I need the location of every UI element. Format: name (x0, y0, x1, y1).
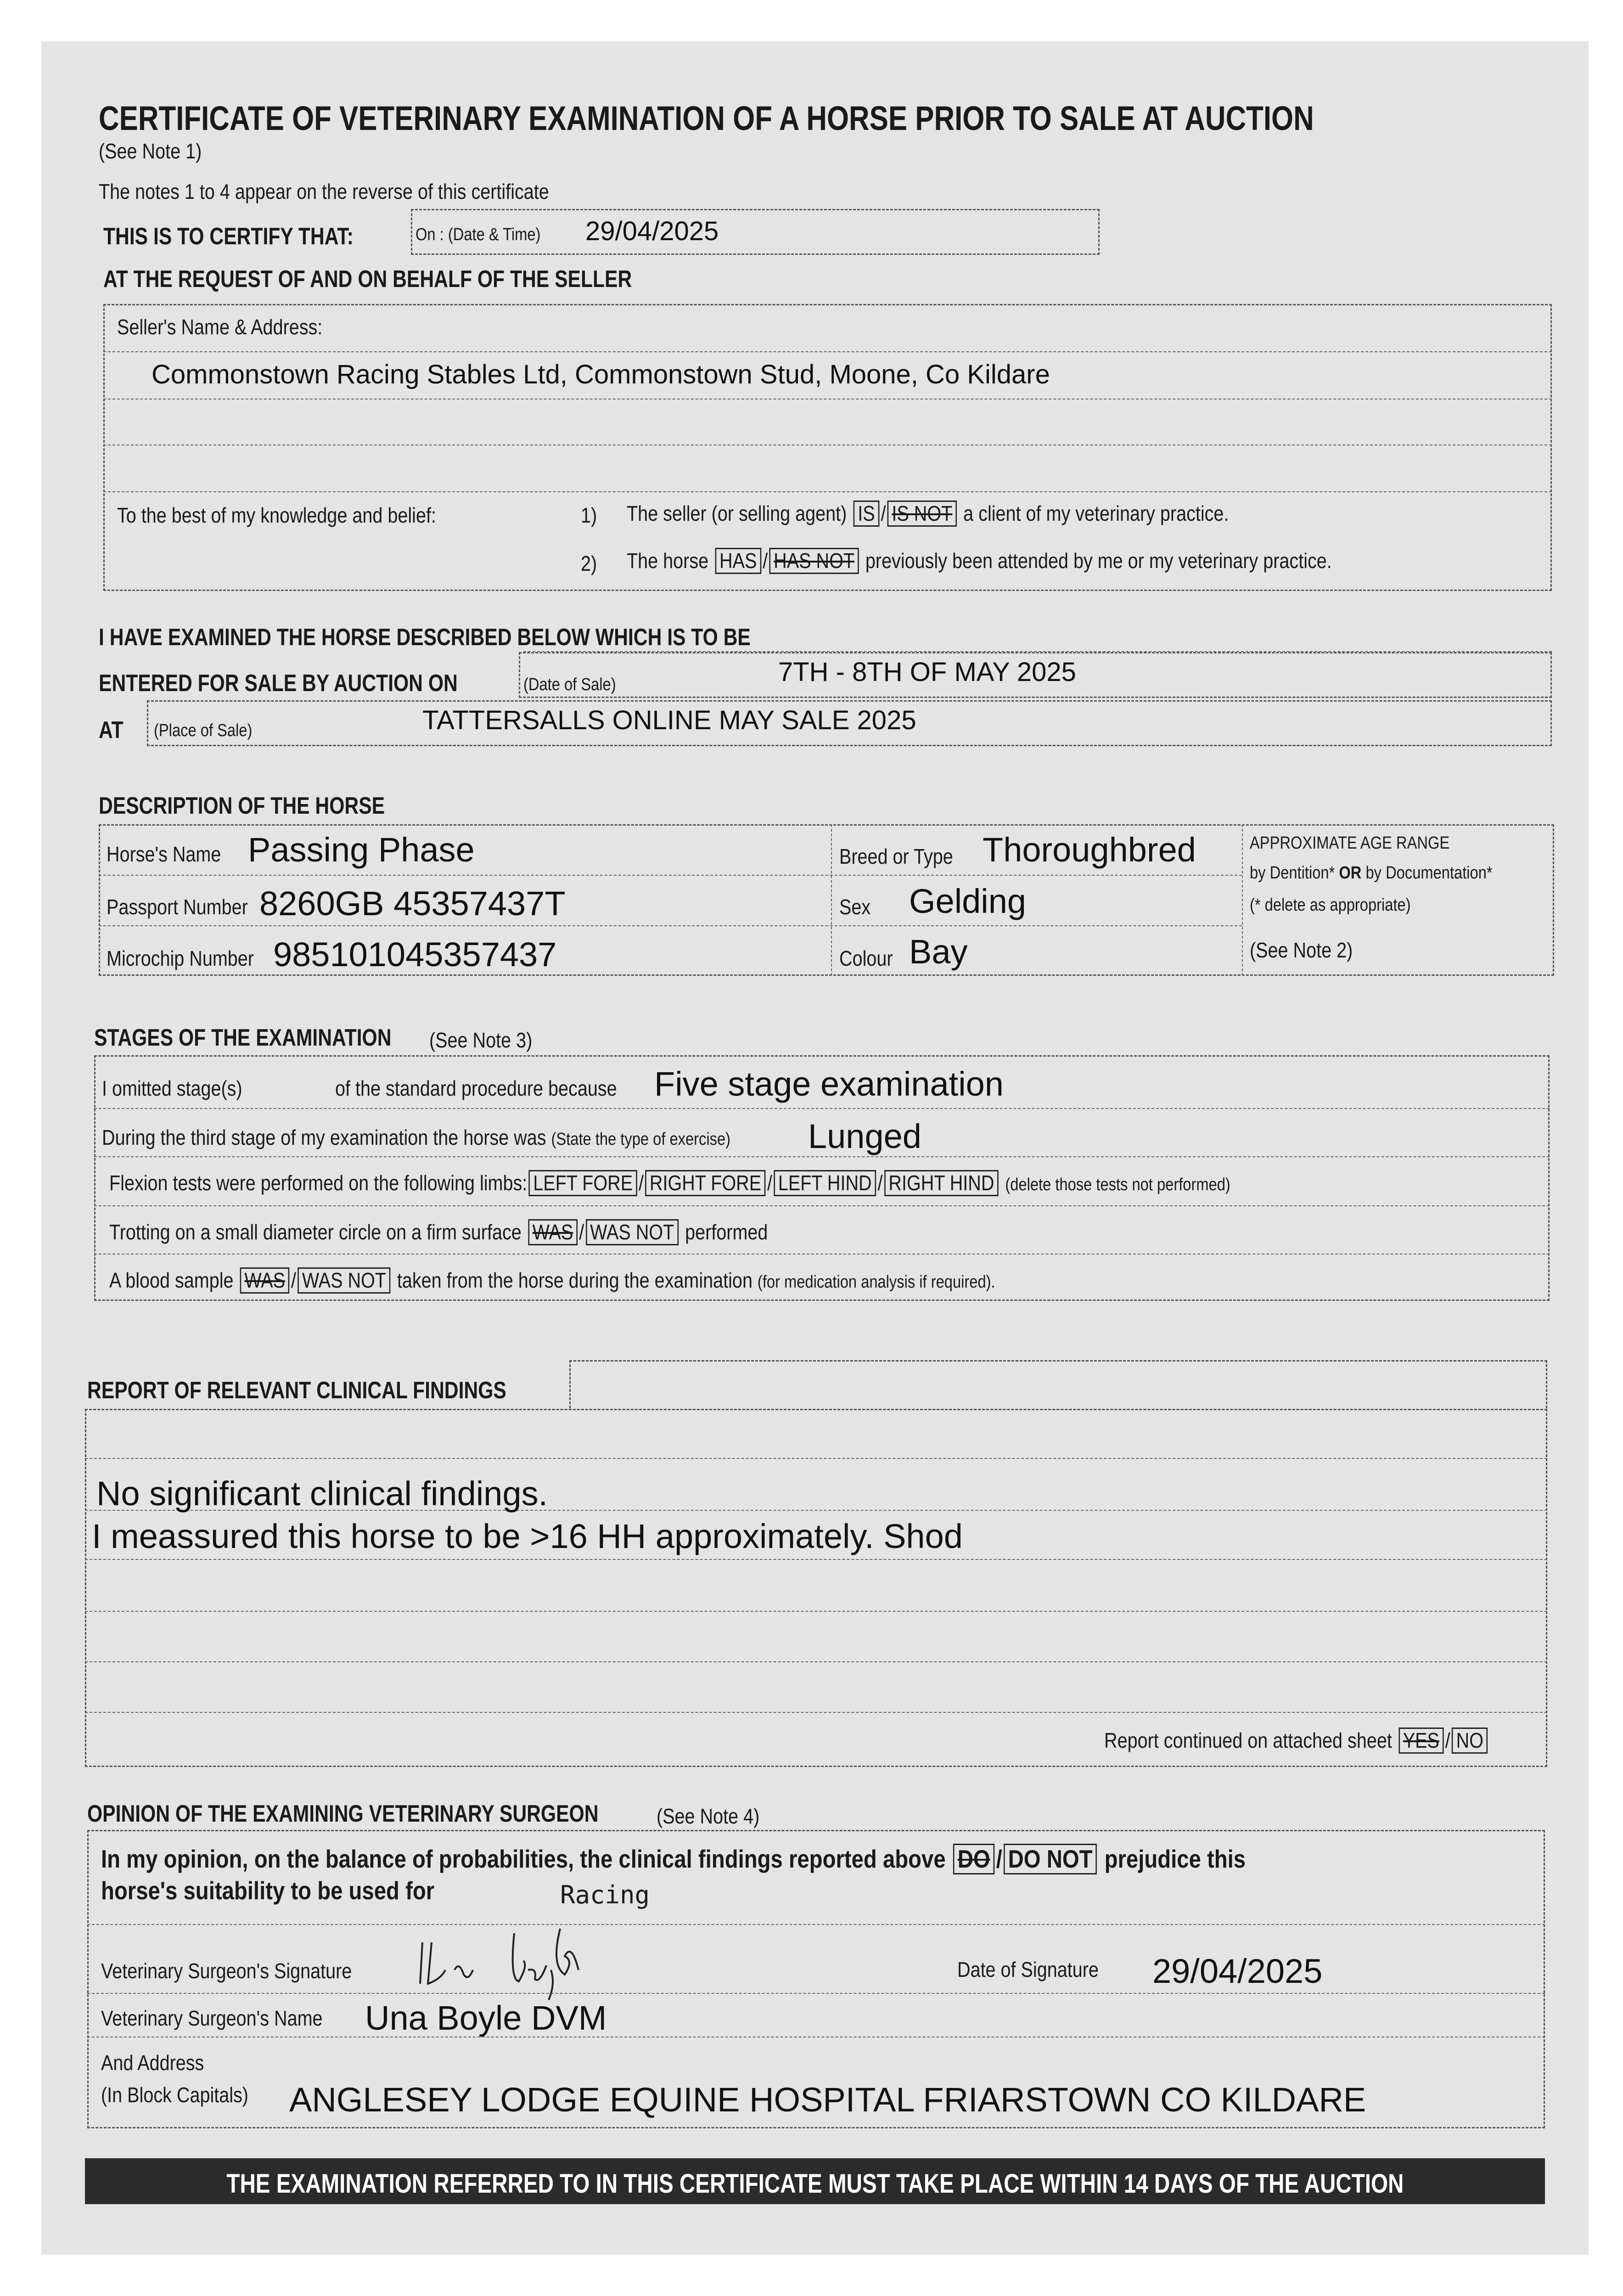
breed-label: Breed or Type (839, 844, 953, 868)
title-block (99, 99, 1476, 138)
footer-bar (85, 2158, 1545, 2204)
flexion-right-fore[interactable]: RIGHT FORE (645, 1170, 765, 1196)
date-of-sale-value: 7TH - 8TH OF MAY 2025 (778, 657, 1076, 687)
trot-was-not-option[interactable]: WAS NOT (586, 1219, 679, 1245)
address-label-1: And Address (101, 2051, 204, 2075)
place-of-sale-value: TATTERSALLS ONLINE MAY SALE 2025 (422, 705, 916, 735)
description-heading: DESCRIPTION OF THE HORSE (99, 793, 385, 819)
seller-rule-1 (103, 351, 1552, 352)
seller-rule-2 (103, 399, 1552, 400)
continued-no-option[interactable]: NO (1452, 1728, 1488, 1754)
seller-value: Commonstown Racing Stables Ltd, Commonstown Stud, Moone, Co Kildare (152, 360, 1050, 389)
flexion-label: Flexion tests were performed on the following limbs: (109, 1171, 528, 1195)
report-line-2: I meassured this horse to be >16 HH approximately. Shod (92, 1517, 963, 1555)
report-box (85, 1409, 1547, 1767)
opinion-text-1-line: In my opinion, on the balance of probabilities, the clinical findings reported above DO / DO NOT prejudice this (101, 1844, 1246, 1874)
item1-tail: a client of my veterinary practice. (963, 501, 1229, 525)
continued-yes-option[interactable]: YES (1398, 1728, 1443, 1754)
report-line-1: No significant clinical findings. (96, 1474, 548, 1513)
colour-value: Bay (909, 933, 968, 971)
vet-name-value: Una Boyle DVM (365, 1999, 607, 2037)
item2-text: The horse (627, 549, 709, 573)
opinion-heading: OPINION OF THE EXAMINING VETERINARY SURGEON (87, 1801, 599, 1827)
report-rule-3 (85, 1559, 1547, 1560)
opinion-rule-2 (87, 1993, 1545, 1994)
blood-line: A blood sample WAS / WAS NOT taken from the horse during the examination (for medication analysis if required). (109, 1267, 995, 1294)
place-of-sale-label: (Place of Sale) (154, 721, 253, 740)
age-by-dentition[interactable]: by Dentition* (1250, 863, 1335, 883)
trot-label: Trotting on a small diameter circle on a firm surface (109, 1220, 522, 1244)
seller-rule-4 (103, 491, 1552, 492)
seller-label: Seller's Name & Address: (117, 315, 323, 339)
knowledge-label: To the best of my knowledge and belief: (117, 503, 436, 527)
opinion-text-1-tail: prejudice this (1104, 1845, 1246, 1873)
vet-address-value: ANGLESEY LODGE EQUINE HOSPITAL FRIARSTOWN CO KILDARE (289, 2081, 1366, 2119)
opinion-text-2: horse's suitability to be used for (101, 1876, 435, 1905)
opinion-do-option[interactable]: DO (953, 1844, 994, 1874)
microchip-label: Microchip Number (107, 946, 254, 970)
horse-name-label: Horse's Name (107, 842, 221, 866)
date-of-signature-label: Date of Signature (957, 1958, 1099, 1981)
item1-number: 1) (581, 503, 597, 527)
opinion-heading-note: (See Note 4) (657, 1804, 760, 1828)
flexion-right-hind[interactable]: RIGHT HIND (884, 1170, 999, 1196)
third-stage-label: During the third stage of my examination the horse was (102, 1125, 546, 1149)
microchip-value: 985101045357437 (273, 935, 557, 974)
item1-line: The seller (or selling agent) IS / IS NOT a client of my veterinary practice. (627, 501, 1229, 527)
omitted-value: Five stage examination (654, 1065, 1004, 1103)
passport-label: Passport Number (107, 895, 248, 919)
item2-number: 2) (581, 551, 597, 575)
stages-heading-row (94, 1024, 457, 1052)
flexion-left-fore[interactable]: LEFT FORE (529, 1170, 637, 1196)
age-range-heading: APPROXIMATE AGE RANGE (1250, 833, 1450, 853)
report-rule-1 (85, 1458, 1547, 1459)
age-by-documentation[interactable]: by Documentation* (1365, 863, 1493, 883)
blood-was-not-option[interactable]: WAS NOT (298, 1267, 390, 1294)
omitted-label: I omitted stage(s) (102, 1076, 242, 1100)
footer-text: THE EXAMINATION REFERRED TO IN THIS CERTIFICATE MUST TAKE PLACE WITHIN 14 DAYS OF THE AUCTION (226, 2169, 1404, 2199)
date-of-sale-label: (Date of Sale) (523, 675, 616, 694)
blood-was-option[interactable]: WAS (240, 1267, 290, 1294)
item2-line: The horse HAS / HAS NOT previously been attended by me or my veterinary practice. (627, 548, 1332, 574)
signature-image (413, 1915, 643, 2002)
stages-rule-2 (94, 1156, 1550, 1157)
item1-is-not-option[interactable]: IS NOT (887, 501, 957, 527)
sex-label: Sex (839, 895, 871, 919)
age-delete-note: (* delete as appropriate) (1250, 895, 1411, 915)
passport-value: 8260GB 45357437T (259, 884, 566, 923)
use-value: Racing (560, 1880, 650, 1909)
footer-wrap (85, 2168, 1545, 2199)
vet-name-label: Veterinary Surgeon's Name (101, 2006, 323, 2030)
trot-line: Trotting on a small diameter circle on a firm surface WAS / WAS NOT performed (109, 1219, 768, 1245)
examined-line2: ENTERED FOR SALE BY AUCTION ON (99, 670, 458, 697)
stages-heading: STAGES OF THE EXAMINATION (94, 1024, 392, 1051)
report-continued-line: Report continued on attached sheet YES / NO (1104, 1728, 1489, 1754)
on-date-label: On : (Date & Time) (416, 225, 541, 244)
third-stage-note: (State the type of exercise) (551, 1130, 731, 1149)
flexion-note: (delete those tests not performed) (1005, 1175, 1230, 1194)
stages-rule-1 (94, 1108, 1550, 1109)
notes-line: The notes 1 to 4 appear on the reverse of this certificate (99, 180, 549, 203)
at-label: AT (99, 717, 124, 743)
age-range-line (1250, 863, 1493, 883)
colour-label: Colour (839, 946, 893, 970)
report-rule-4 (85, 1611, 1547, 1612)
item1-text: The seller (or selling agent) (627, 501, 847, 525)
blood-tail: taken from the horse during the examination (397, 1268, 753, 1292)
desc-divider-2 (1242, 824, 1243, 976)
omitted-mid: of the standard procedure because (335, 1076, 617, 1100)
opinion-text-1: In my opinion, on the balance of probabilities, the clinical findings reported above (101, 1845, 946, 1873)
flexion-left-hind[interactable]: LEFT HIND (774, 1170, 876, 1196)
report-rule-5 (85, 1661, 1547, 1662)
blood-label: A blood sample (109, 1268, 234, 1292)
third-stage-line (102, 1125, 730, 1150)
stages-heading-note: (See Note 3) (429, 1028, 533, 1052)
horse-name-value: Passing Phase (248, 831, 475, 869)
item2-has-option[interactable]: HAS (715, 548, 761, 574)
request-heading: AT THE REQUEST OF AND ON BEHALF OF THE SELLER (103, 266, 632, 293)
sex-value: Gelding (909, 882, 1027, 920)
address-label-2: (In Block Capitals) (101, 2083, 248, 2107)
age-or: OR (1339, 863, 1362, 883)
examined-line1: I HAVE EXAMINED THE HORSE DESCRIBED BELOW WHICH IS TO BE (99, 624, 751, 651)
trot-was-option[interactable]: WAS (528, 1219, 578, 1245)
desc-divider-1 (831, 824, 832, 976)
stages-rule-4 (94, 1254, 1550, 1255)
item2-tail: previously been attended by me or my veterinary practice. (865, 549, 1332, 573)
desc-rule-2 (99, 925, 1242, 926)
third-stage-value: Lunged (808, 1117, 921, 1155)
flexion-line: Flexion tests were performed on the following limbs: LEFT FORE / RIGHT FORE / LEFT HIND / RIGHT HIND (delete those tests not performed) (109, 1170, 1230, 1196)
blood-note: (for medication analysis if required). (757, 1272, 995, 1292)
report-heading-box (569, 1360, 1547, 1408)
stages-rule-3 (94, 1205, 1550, 1206)
breed-value: Thoroughbred (983, 831, 1196, 869)
trot-tail: performed (685, 1220, 768, 1244)
on-date-value: 29/04/2025 (585, 216, 719, 246)
desc-rule-1 (99, 875, 1242, 876)
item1-is-option[interactable]: IS (854, 501, 879, 527)
report-rule-6 (85, 1712, 1547, 1713)
age-see-note: (See Note 2) (1250, 938, 1353, 962)
opinion-do-not-option[interactable]: DO NOT (1004, 1844, 1097, 1874)
report-continued-label: Report continued on attached sheet (1104, 1728, 1392, 1752)
opinion-rule-1 (87, 1924, 1545, 1925)
see-note-1: (See Note 1) (99, 139, 202, 163)
certify-label: THIS IS TO CERTIFY THAT: (103, 223, 354, 250)
page-title: CERTIFICATE OF VETERINARY EXAMINATION OF A HORSE PRIOR TO SALE AT AUCTION (99, 99, 1314, 137)
date-of-signature-value: 29/04/2025 (1152, 1952, 1323, 1990)
item2-has-not-option[interactable]: HAS NOT (769, 548, 859, 574)
signature-label: Veterinary Surgeon's Signature (101, 1959, 352, 1983)
report-heading: REPORT OF RELEVANT CLINICAL FINDINGS (87, 1377, 506, 1404)
